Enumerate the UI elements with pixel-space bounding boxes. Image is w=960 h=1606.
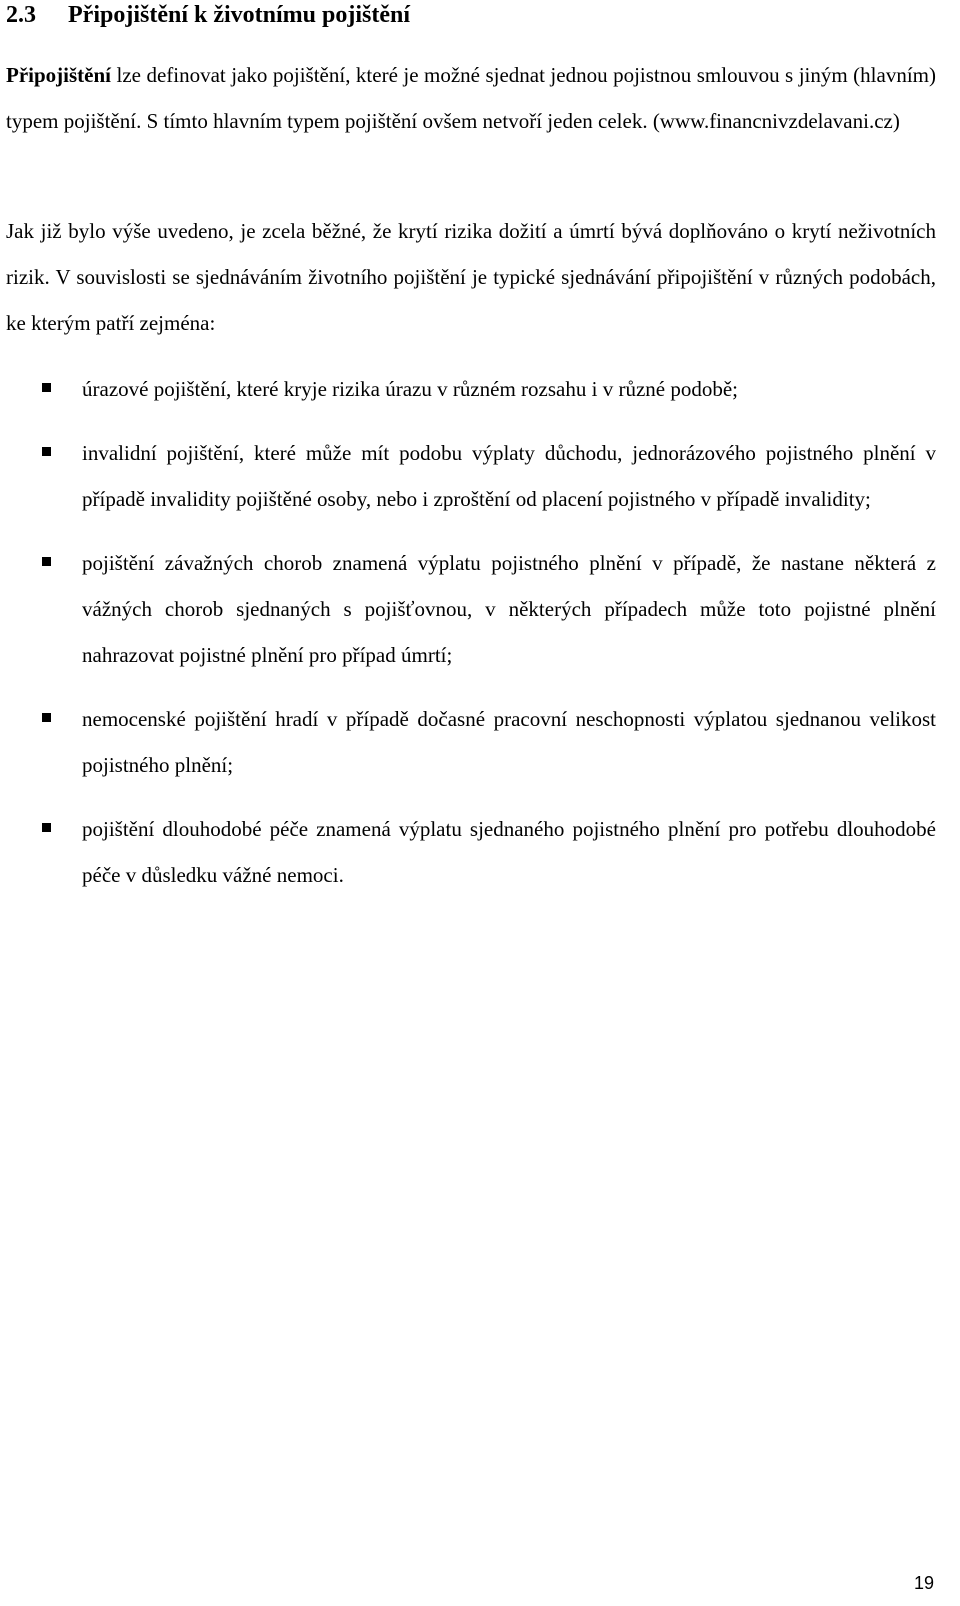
square-bullet-icon (42, 713, 51, 722)
list-item-text: pojištění závažných chorob znamená výplatu pojistného plnění v případě, že nastane některá z vážných chorob sjednaných s pojišťovnou, v některých případech může toto pojistné plnění nahrazovat pojistné plnění pro případ úmrtí; (82, 551, 936, 667)
section-title: Připojištění k životnímu pojištění (68, 2, 411, 28)
list-item-text: úrazové pojištění, které kryje rizika úrazu v různém rozsahu i v různé podobě; (82, 377, 738, 401)
bullet-list (6, 366, 936, 916)
list-item-text: nemocenské pojištění hradí v případě dočasné pracovní neschopnosti výplatou sjednanou velikost pojistného plnění; (82, 707, 936, 777)
paragraph-body: lze definovat jako pojištění, které je možné sjednat jednou pojistnou smlouvou s jiným (hlavním) typem pojištění. S tímto hlavním typem pojištění ovšem netvoří jeden celek. (www.financnivzdelavani.cz) (6, 63, 936, 133)
section-number: 2.3 (6, 2, 36, 28)
list-item (6, 806, 936, 898)
list-item (6, 696, 936, 788)
paragraph-definition (6, 52, 936, 144)
square-bullet-icon (42, 557, 51, 566)
paragraph-overview (6, 208, 936, 346)
list-item-text: pojištění dlouhodobé péče znamená výplatu sjednaného pojistného plnění pro potřebu dlouhodobé péče v důsledku vážné nemoci. (82, 817, 936, 887)
square-bullet-icon (42, 823, 51, 832)
section-heading (6, 0, 410, 30)
square-bullet-icon (42, 447, 51, 456)
paragraph-lead-term: Připojištění (6, 63, 111, 87)
square-bullet-icon (42, 383, 51, 392)
list-item (6, 540, 936, 678)
page-number: 19 (913, 1573, 934, 1593)
list-item-text: invalidní pojištění, které může mít podobu výplaty důchodu, jednorázového pojistného plnění v případě invalidity pojištěné osoby, nebo i zproštění od placení pojistného v případě invalidity; (82, 441, 936, 511)
paragraph-body: Jak již bylo výše uvedeno, je zcela běžné, že krytí rizika dožití a úmrtí bývá doplňováno o krytí neživotních rizik. V souvislosti se sjednáváním životního pojištění je typické sjednávání připojištění v různých podobách, ke kterým patří zejména: (6, 219, 936, 335)
list-item (6, 366, 936, 412)
list-item (6, 430, 936, 522)
